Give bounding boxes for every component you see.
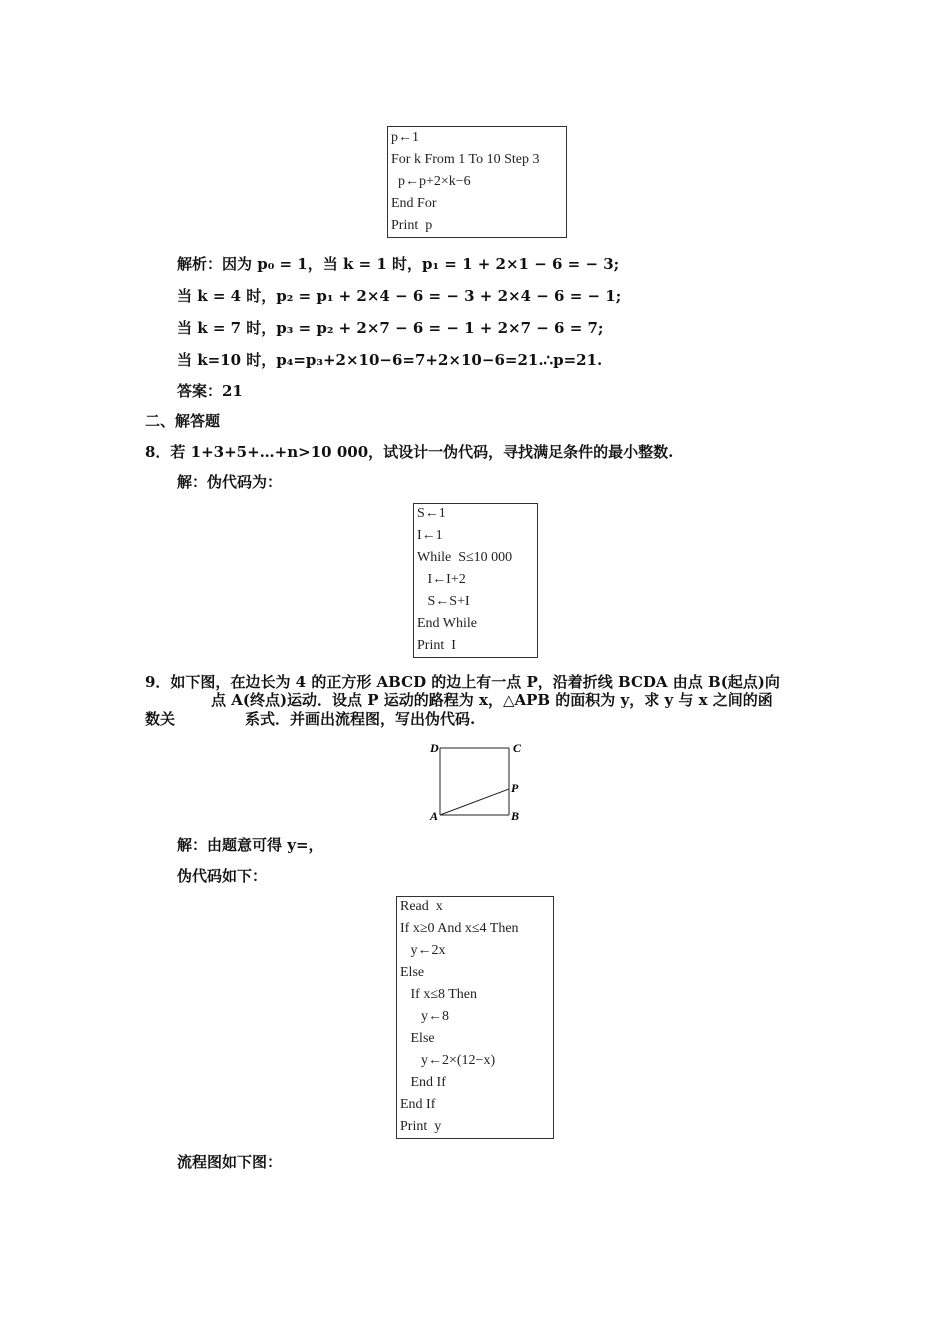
label-c: C [513, 741, 522, 755]
code-line: Print p [391, 218, 433, 233]
code-line: If x≥0 And x≤4 Then [400, 921, 519, 936]
code-line: For k From 1 To 10 Step 3 [391, 152, 540, 167]
question-9-line-1: 9．如下图，在边长为 4 的正方形 ABCD 的边上有一点 P，沿着折线 BCDA 由点 B(起点)向 [145, 673, 780, 691]
code-line: End While [417, 616, 478, 631]
code-line: While S≤10 000 [417, 550, 513, 565]
code-line: Else [400, 1031, 435, 1046]
code-line: y←8 [400, 1009, 449, 1024]
segment-ap [440, 789, 509, 815]
code-line: I←I+2 [417, 572, 466, 587]
code-block-3 [396, 896, 554, 1139]
code-block-1 [387, 126, 567, 238]
code-line: y←2×(12−x) [400, 1053, 496, 1068]
code-line: End For [391, 196, 437, 211]
q9-solution: 解：由题意可得 y=， [177, 836, 324, 854]
code-line: S←S+I [417, 594, 470, 609]
label-a: A [430, 809, 439, 823]
question-9-line-2: 点 A(终点)运动．设点 P 运动的路程为 x，△APB 的面积为 y，求 y 与 x 之间的函 [211, 691, 773, 709]
analysis-line-2: 当 k = 4 时，p₂ = p₁ + 2×4 − 6 = − 3 + 2×4 − 6 = − 1; [177, 287, 622, 305]
answer-line: 答案：21 [177, 382, 243, 400]
label-p: P [511, 781, 519, 795]
code-line: y←2x [400, 943, 446, 958]
analysis-line-4: 当 k=10 时，p₄=p₃+2×10−6=7+2×10−6=21.∴p=21. [177, 351, 603, 369]
code-line: I←1 [417, 528, 443, 543]
code-line: p←p+2×k−6 [391, 174, 471, 189]
code-line: End If [400, 1075, 446, 1090]
label-b: B [511, 809, 520, 823]
code-line: S←1 [417, 506, 446, 521]
q8-solution-intro: 解：伪代码为： [177, 473, 283, 491]
question-9-line-3b: 系式．并画出流程图，写出伪代码. [245, 710, 476, 728]
q9-flowchart-intro: 流程图如下图： [177, 1153, 283, 1171]
square-figure [422, 738, 532, 828]
code-line: If x≤8 Then [400, 987, 478, 1002]
q9-pseudocode-intro: 伪代码如下： [177, 867, 268, 885]
code-block-2 [413, 503, 538, 658]
code-line: Print I [417, 638, 456, 653]
code-line: Else [400, 965, 425, 980]
code-line: Print y [400, 1119, 442, 1134]
code-line: Read x [400, 899, 443, 914]
code-line: End If [400, 1097, 436, 1112]
question-9-line-3a: 数关 [145, 710, 176, 728]
analysis-line-3: 当 k = 7 时，p₃ = p₂ + 2×7 − 6 = − 1 + 2×7 − 6 = 7; [177, 319, 604, 337]
code-line: p←1 [391, 130, 419, 145]
section-title: 二、解答题 [145, 412, 221, 430]
analysis-line-1: 解析：因为 p₀ = 1，当 k = 1 时，p₁ = 1 + 2×1 − 6 = − 3; [177, 255, 620, 273]
label-d: D [430, 741, 439, 755]
question-8: 8．若 1+3+5+…+n>10 000，试设计一伪代码，寻找满足条件的最小整数. [145, 443, 674, 461]
